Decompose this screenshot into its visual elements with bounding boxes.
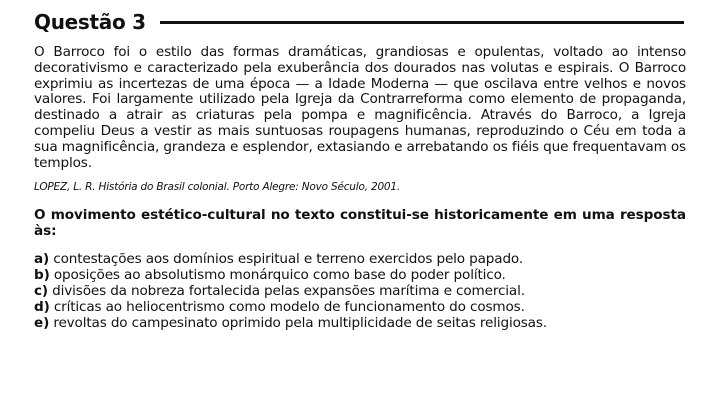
option-text: revoltas do campesinato oprimido pela multiplicidade de seitas religiosas. bbox=[53, 314, 547, 331]
option-text: divisões da nobreza fortalecida pelas expansões marítima e comercial. bbox=[52, 282, 525, 299]
answer-options bbox=[34, 252, 686, 331]
option-letter: e) bbox=[34, 314, 50, 331]
option-text: críticas ao heliocentrismo como modelo de funcionamento do cosmos. bbox=[53, 298, 525, 315]
question-header bbox=[34, 8, 686, 36]
option-letter: b) bbox=[34, 267, 50, 284]
option-text: oposições ao absolutismo monárquico como base do poder político. bbox=[53, 267, 506, 284]
option-e[interactable] bbox=[34, 316, 686, 332]
option-b[interactable] bbox=[34, 268, 686, 284]
option-d[interactable] bbox=[34, 300, 686, 316]
citation: LOPEZ, L. R. História do Brasil colonial. Porto Alegre: Novo Século, 2001. bbox=[34, 181, 401, 194]
option-text: contestações aos domínios espiritual e terreno exercidos pelo papado. bbox=[53, 251, 524, 268]
option-c[interactable] bbox=[34, 284, 686, 300]
question-prompt: O movimento estético-cultural no texto constitui-se historicamente em uma resposta às: bbox=[34, 207, 686, 240]
passage-text: O Barroco foi o estilo das formas dramáticas, grandiosas e opulentas, voltado ao intenso decorativismo e caracterizado pela exuberância dos dourados nas volutas e espirais. O Barroco exprimiu as incertezas de uma época — a Idade Moderna — que oscilava entre velhos e novos valores. Foi largamente utilizado pela Igreja da Contrarreforma como elemento de propaganda, destinado a atrair as criaturas pela pompa e magnificência. Através do Barroco, a Igreja compeliu Deus a vestir as mais suntuosas roupagens humanas, reproduzindo o Céu em toda a sua magnificência, grandeza e esplendor, extasiando e arrebatando os fiéis que frequentavam os templos. bbox=[34, 44, 686, 171]
option-letter: c) bbox=[34, 282, 48, 299]
title-rule bbox=[160, 21, 684, 24]
option-a[interactable] bbox=[34, 252, 686, 268]
option-letter: a) bbox=[34, 251, 50, 268]
question-title: Questão 3 bbox=[34, 10, 146, 34]
option-letter: d) bbox=[34, 298, 50, 315]
